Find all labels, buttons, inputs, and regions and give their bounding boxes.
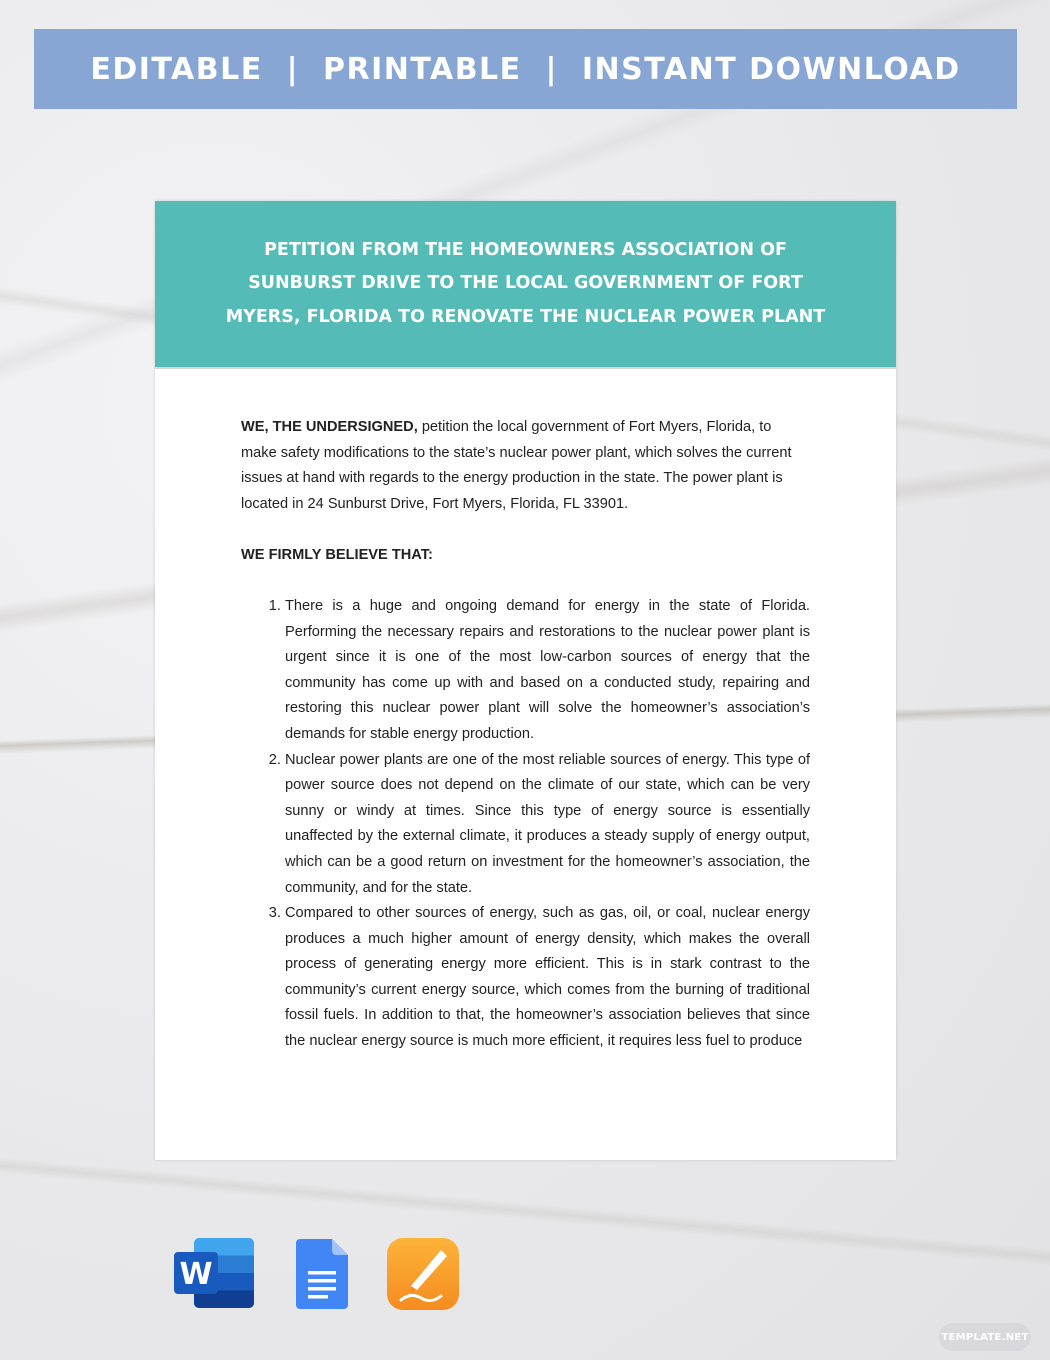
- belief-list: [241, 594, 810, 1055]
- intro-text: petition the local government of Fort Myers, Florida, to make safety modifications to the state’s nuclear power plant, which solves the current issues at hand with regards to the energy production in the state. The power plant is located in 24 Sunburst Drive, Fort Myers, Florida, FL 33901.: [241, 419, 792, 512]
- document-title: PETITION FROM THE HOMEOWNERS ASSOCIATION OF SUNBURST DRIVE TO THE LOCAL GOVERNMENT OF FORT MYERS, FLORIDA TO RENOVATE THE NUCLEAR POWER PLANT: [225, 239, 826, 327]
- banner-text: EDITABLE | PRINTABLE | INSTANT DOWNLOAD: [90, 51, 961, 87]
- google-docs-icon: [296, 1239, 348, 1309]
- list-item: 3. Compared to other sources of energy, such as gas, oil, or coal, nuclear energy produces a much higher amount of energy density, which makes the overall process of generating energy more efficient. This is in stark contrast to the community’s current energy source, which comes from the burning of traditional fossil fuels. In addition to that, the homeowner’s association believes that since the nuclear energy source is much more efficient, it requires less fuel to produce: [285, 901, 810, 1055]
- list-item: 2. Nuclear power plants are one of the most reliable sources of energy. This type of power source does not depend on the climate of our state, which can be very sunny or windy at times. Since this type of energy source is essentially unaffected by the external climate, it produces a steady supply of energy output, which can be a good return on investment for the homeowner’s association, the community, and for the state.: [285, 748, 810, 902]
- document-body: [155, 369, 896, 1055]
- believe-heading: WE FIRMLY BELIEVE THAT:: [241, 547, 433, 564]
- brand-badge: [939, 1323, 1031, 1351]
- word-icon: [174, 1238, 254, 1308]
- intro-lead: WE, THE UNDERSIGNED,: [241, 419, 418, 435]
- app-icons-row: [0, 1238, 1050, 1310]
- pages-icon: [387, 1238, 459, 1310]
- word-icon-letter: W: [179, 1257, 213, 1292]
- top-banner: [34, 29, 1017, 109]
- document-page: [155, 201, 896, 1160]
- document-header: [155, 201, 896, 369]
- brand-text: TEMPLATE.NET: [941, 1331, 1029, 1343]
- list-item: 1. There is a huge and ongoing demand for energy in the state of Florida. Performing the necessary repairs and restorations to the nuclear power plant is urgent since it is one of the most low-carbon sources of energy that the community has come up with and based on a conducted study, repairing and restoring this nuclear power plant will solve the homeowner’s association’s demands for stable energy production.: [285, 594, 810, 748]
- intro-paragraph: [241, 415, 810, 517]
